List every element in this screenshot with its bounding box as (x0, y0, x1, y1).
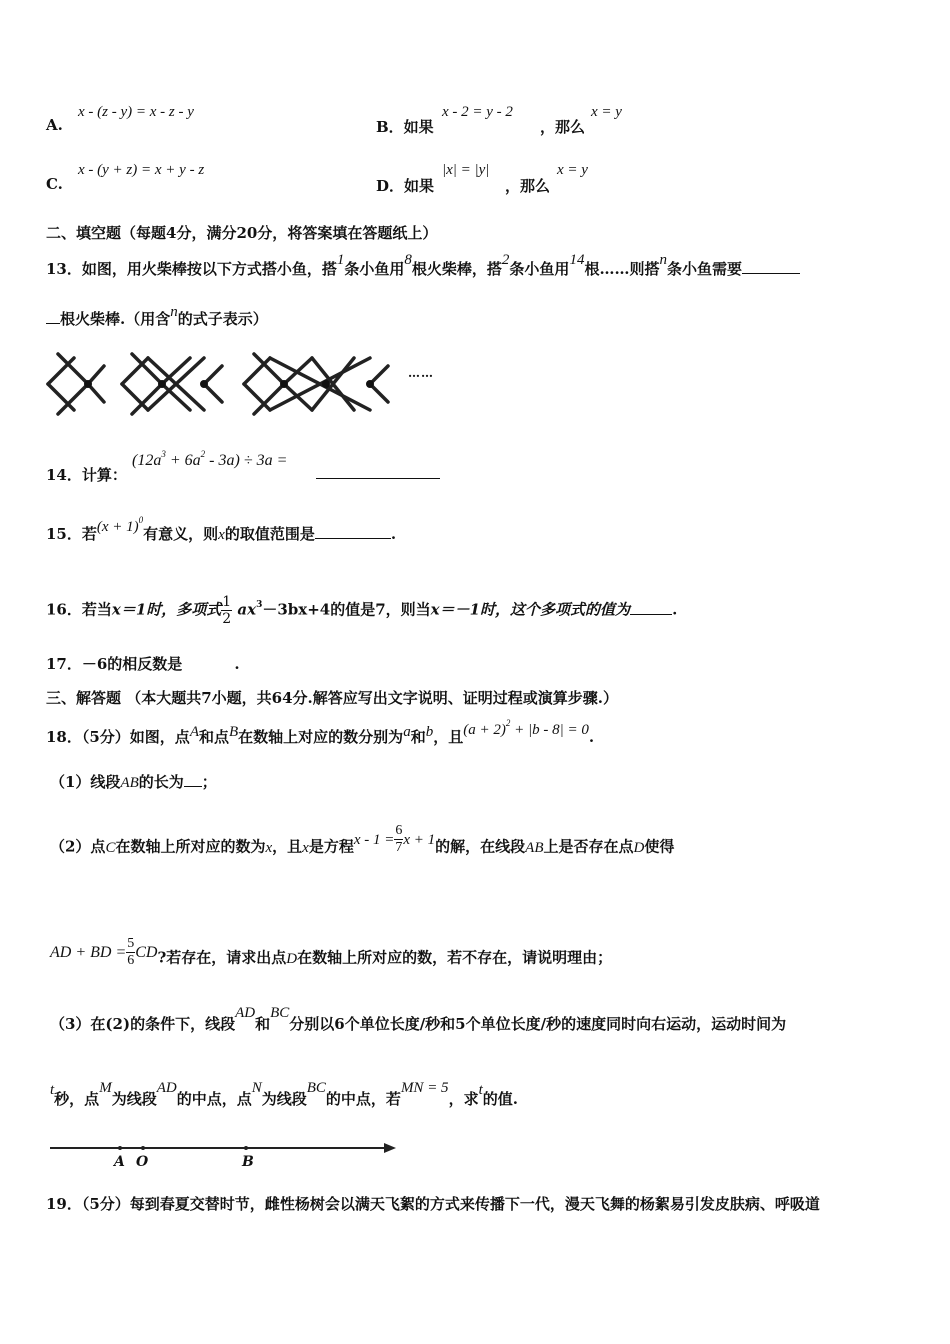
question-18-part2-line2: AD + BD = $\frac{5}{6}$ CD?若存在，请求出点D在数轴上所对应的数，若不存在，请说明理由； (50, 936, 613, 968)
point-o-marker (141, 1146, 145, 1150)
question-16-line: 16．若当x＝1时，多项式 $\frac{1}{2}$ $ax^3-3bx+4$的值是7，则当x＝－1时，这个多项式的值为 . (46, 594, 678, 627)
option-d-label: D．如果 (376, 177, 435, 195)
question-14-label: 14．计算： (46, 466, 127, 484)
option-d-expression: |x| = |y| (442, 162, 490, 178)
axis-label-a: A (114, 1154, 125, 1170)
answer-blank-continued[interactable] (46, 308, 60, 324)
option-a-label: A. (46, 116, 63, 134)
question-13-line2: 根火柴棒.（用含n的式子表示） (46, 308, 268, 329)
option-d-conclusion: x = y (557, 162, 588, 178)
question-13-line1: 13．如图，用火柴棒按以下方式搭小鱼，搭1条小鱼用8根火柴棒，搭2条小鱼用14根……则搭n条小鱼需要 (46, 258, 800, 279)
option-b-expression: x - 2 = y - 2 (442, 104, 513, 120)
ellipsis-dots: …… (408, 366, 434, 380)
question-17-line: 17．－6的相反数是 . (46, 655, 240, 673)
section-3-heading: 三、解答题 （本大题共7小题，共64分.解答应写出文字说明、证明过程或演算步骤.） (46, 689, 618, 707)
question-15-line: 15．若$(x + 1)^0$有意义，则x的取值范围是 . (46, 515, 397, 543)
axis-label-b: B (242, 1154, 254, 1170)
axis-label-o: O (136, 1154, 149, 1170)
answer-blank[interactable] (184, 771, 202, 787)
question-18-part3-line1: （3）在(2)的条件下，线段AD和BC分别以6个单位长度/秒和5个单位长度/秒的速度同时向右运动，运动时间为 (50, 1005, 787, 1033)
option-b-label: B．如果 (376, 118, 434, 136)
question-14-answer-blank[interactable] (316, 478, 440, 479)
point-b-marker (244, 1146, 248, 1150)
arrow-head-icon (384, 1143, 396, 1153)
fish-1 (48, 354, 104, 414)
answer-blank[interactable] (630, 599, 672, 615)
answer-blank[interactable] (315, 523, 391, 539)
matchstick-fish-figure (44, 350, 464, 420)
question-18-part2-line1: （2）点C在数轴上所对应的数为x，且x是方程x - 1 = $\frac{6}{7}$ x + 1的解，在线段AB上是否存在点D使得 (50, 823, 675, 856)
option-d-mid: ，那么 (505, 177, 551, 195)
number-line-figure (46, 1136, 406, 1176)
question-18-intro: 18．（5分）如图，点A和点B在数轴上对应的数分别为a和b，且$(a + 2)^2 + |b - 8| = 0$. (46, 718, 595, 746)
point-a-marker (118, 1146, 122, 1150)
option-c-label: C. (46, 175, 63, 193)
option-c-expression: x - (y + z) = x + y - z (78, 162, 205, 178)
question-19-line: 19．（5分）每到春夏交替时节，雌性杨树会以满天飞絮的方式来传播下一代，漫天飞舞的杨絮易引发皮肤病、呼吸道 (46, 1195, 820, 1213)
option-b-conclusion: x = y (591, 104, 622, 120)
question-18-part1: （1）线段AB的长为 ； (50, 773, 217, 791)
option-a-expression: x - (z - y) = x - z - y (78, 104, 194, 120)
question-14-expression: $(12a^3 + 6a^2 - 3a) \div 3a$ = (132, 449, 288, 469)
section-2-heading: 二、填空题（每题4分，满分20分，将答案填在答题纸上） (46, 224, 438, 242)
answer-blank[interactable] (742, 258, 800, 274)
option-b-mid: ，那么 (540, 118, 586, 136)
question-18-part3-line2: t秒，点M为线段AD的中点，点N为线段BC的中点，若MN = 5，求t的值. (50, 1080, 518, 1108)
